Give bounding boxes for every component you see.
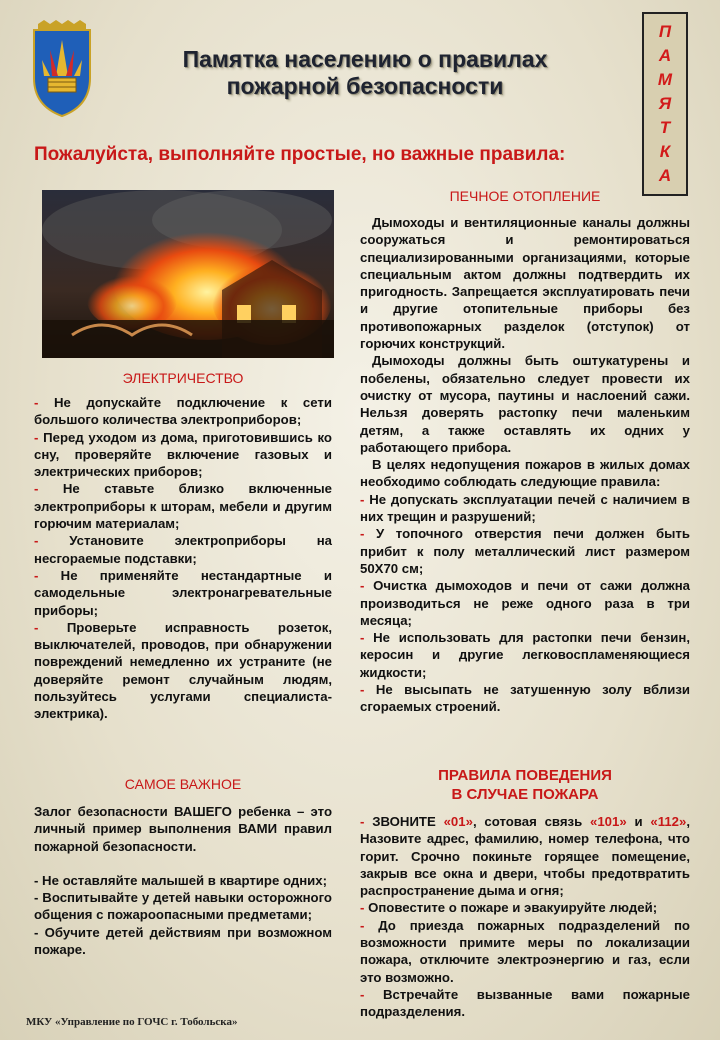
fire-rules-section	[360, 813, 690, 1021]
list-item: - Не оставляйте малышей в квартире одних;	[34, 872, 327, 888]
list-item: - Очистка дымоходов и печи от сажи должна производиться не реже одного раза в три месяца;	[360, 578, 691, 628]
list-item: - Установите электроприборы на несгораемые подставки;	[34, 533, 332, 566]
vertical-letter: М	[657, 70, 673, 89]
important-heading: САМОЕ ВАЖНОЕ	[124, 776, 242, 792]
vertical-letter: П	[658, 22, 672, 41]
vertical-label-box	[642, 12, 688, 196]
list-item: - Не высыпать не затушенную золу вблизи сгораемых строений.	[360, 682, 690, 715]
fire-rules-heading: ПРАВИЛА ПОВЕДЕНИЯ В СЛУЧАЕ ПОЖАРА	[438, 767, 612, 803]
footer-organization: МКУ «Управление по ГОЧС г. Тобольска»	[26, 1016, 238, 1028]
emergency-number: «01»	[443, 814, 473, 829]
list-item: - Оповестите о пожаре и эвакуируйте людей;	[360, 900, 658, 916]
list-item: - Проверьте исправность розеток, выключателей, проводов, при обнаружении повреждений немедленно их устраните (не доверяйте ремонт случайным людям, пользуйтесь услугами специалиста-электрика).	[34, 619, 332, 722]
list-item: - Встречайте вызванные вами пожарные подразделения.	[360, 986, 690, 1020]
emergency-number: «112»	[650, 814, 687, 829]
list-item: - Обучите детей действиям при возможном пожаре.	[34, 924, 332, 958]
important-section	[34, 803, 332, 958]
list-item: - Перед уходом из дома, приготовившись ко сну, проверяйте включение газовых и электрических приборов;	[34, 429, 332, 480]
electricity-heading: ЭЛЕКТРИЧЕСТВО	[122, 370, 244, 386]
vertical-letter: А	[658, 46, 672, 65]
stove-heading: ПЕЧНОЕ ОТОПЛЕНИЕ	[449, 188, 601, 204]
stove-paragraph: Дымоходы должны быть оштукатурены и побелены, обязательно следует провести их очистку от мусора, паутины и наслоений сажи. Нельзя доверять растопку печи маленьким детям, а также оставлять их одних у работающего прибора.	[360, 353, 690, 455]
vertical-letter: К	[659, 142, 671, 161]
vertical-letter: Я	[658, 94, 672, 113]
list-item: - Не применяйте нестандартные и самодельные электронагревательные приборы;	[34, 567, 333, 618]
electricity-list	[34, 394, 332, 723]
list-item: - Воспитывайте у детей навыки осторожного общения с пожароопасными предметами;	[34, 890, 332, 923]
vertical-letter: Т	[659, 118, 671, 137]
stove-paragraph: В целях недопущения пожаров в жилых домах необходимо соблюдать следующие правила:	[360, 457, 690, 490]
list-item: - У топочного отверстия печи должен быть прибит к полу металлический лист размером 50Х70 см;	[360, 526, 690, 576]
page-title: Памятка населению о правилах пожарной безопасности	[182, 46, 548, 99]
house-fire-photo	[42, 190, 334, 358]
vertical-letter: А	[658, 166, 672, 185]
stove-paragraph: Дымоходы и вентиляционные каналы должны сооружаться и ремонтироваться специализированными организациями, которые специальным актом должны подтвердить их пригодность. Запрещается эксплуатировать печи и другие отопительные приборы без противопожарных разделок (отступок) от горючих конструкций.	[360, 215, 690, 352]
list-item: - Не допускайте подключение к сети большого количества электроприборов;	[34, 395, 332, 428]
call-instructions: - ЗВОНИТЕ «01», сотовая связь «101» и «112», Назовите адрес, фамилию, номер телефона, что горит. Срочно покиньте горящее помещение, закрыв все окна и двери, чтобы предотвратить распространение дыма и огня;	[360, 814, 691, 899]
city-coat-of-arms-icon	[22, 20, 102, 120]
list-item: - Не использовать для растопки печи бензин, керосин и другие легковоспламеняющиеся жидкости;	[360, 630, 690, 680]
important-intro: Залог безопасности ВАШЕГО ребенка – это личный пример выполнения ВАМИ правил пожарной безопасности.	[34, 804, 332, 854]
list-item: - До приезда пожарных подразделений по возможности примите меры по локализации пожара, отключите электроэнергию и газ, если это возможно.	[360, 917, 690, 985]
list-item: - Не допускать эксплуатации печей с наличием в них трещин и разрушений;	[360, 491, 690, 525]
subtitle: Пожалуйста, выполняйте простые, но важные правила:	[34, 144, 566, 165]
stove-section	[360, 214, 690, 716]
list-item: - Не ставьте близко включенные электроприборы к шторам, мебели и другим горючим материалам;	[34, 481, 333, 532]
emergency-number: «101»	[590, 814, 627, 829]
